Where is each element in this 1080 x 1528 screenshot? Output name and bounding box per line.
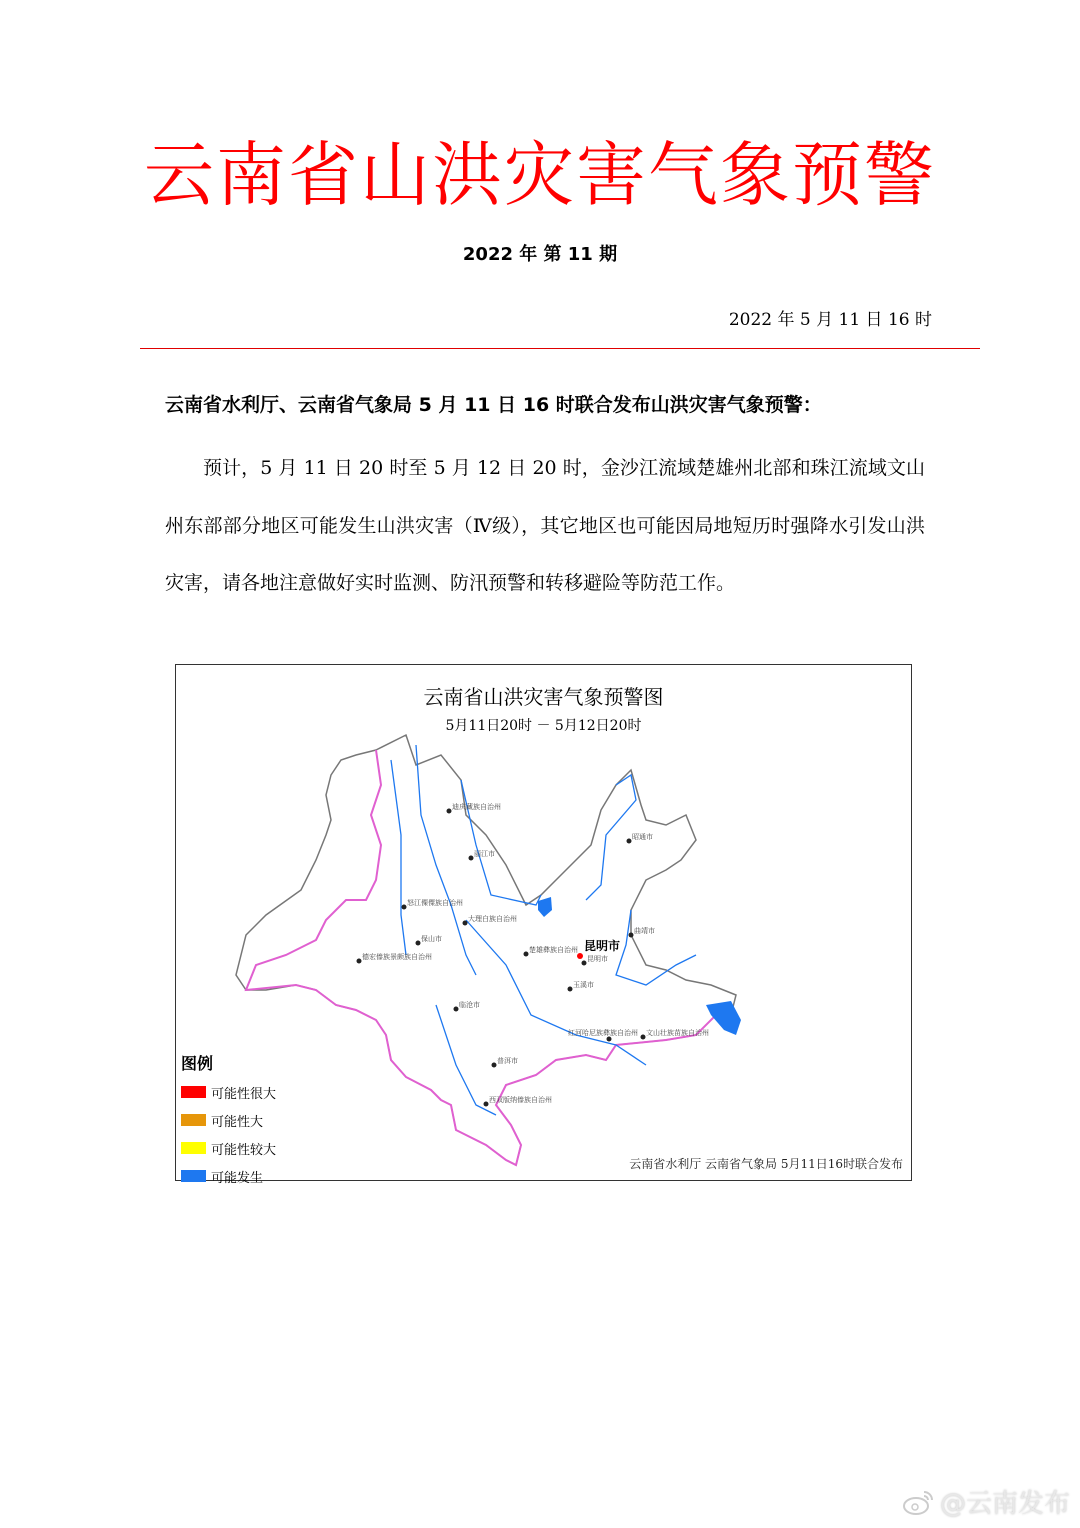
watermark-text: @云南发布 bbox=[939, 1489, 1070, 1519]
announcement-body: 预计，5 月 11 日 20 时至 5 月 12 日 20 时，金沙江流域楚雄州北部和珠江流域文山州东部部分地区可能发生山洪灾害（Ⅳ级），其它地区也可能因局地短历时强降水引发山洪灾害，请各地注意做好实时监测、防汛预警和转移避险等防范工作。 bbox=[165, 457, 925, 594]
warning-map bbox=[175, 664, 912, 1186]
yunnan-map-graphic bbox=[176, 665, 911, 1180]
svg-text:西双版纳傣族自治州: 西双版纳傣族自治州 bbox=[489, 1096, 552, 1104]
svg-text:德宏傣族景颇族自治州: 德宏傣族景颇族自治州 bbox=[362, 953, 432, 961]
legend-item-possible bbox=[181, 1162, 276, 1190]
map-legend bbox=[181, 1051, 276, 1190]
svg-text:迪庆藏族自治州: 迪庆藏族自治州 bbox=[452, 803, 501, 811]
legend-label: 可能性很大 bbox=[211, 1086, 277, 1102]
swatch-orange bbox=[181, 1114, 206, 1126]
issue-number: 2022 年 第 11 期 bbox=[462, 244, 618, 265]
svg-text:怒江傈僳族自治州: 怒江傈僳族自治州 bbox=[407, 899, 463, 907]
announcement-heading: 云南省水利厅、云南省气象局 5 月 11 日 16 时联合发布山洪灾害气象预警： bbox=[165, 394, 822, 416]
legend-title: 图例 bbox=[181, 1054, 214, 1073]
release-datetime: 2022 年 5 月 11 日 16 时 bbox=[728, 310, 932, 330]
legend-item-likely bbox=[181, 1106, 276, 1134]
svg-text:红河哈尼族彝族自治州: 红河哈尼族彝族自治州 bbox=[568, 1029, 638, 1037]
legend-label: 可能发生 bbox=[211, 1170, 264, 1186]
capital-label: 昆明市 bbox=[584, 939, 621, 953]
svg-text:大理白族自治州: 大理白族自治州 bbox=[468, 915, 517, 923]
legend-item-fairly-likely bbox=[181, 1134, 276, 1162]
document-title: 云南省山洪灾害气象预警 bbox=[144, 134, 936, 216]
svg-text:普洱市: 普洱市 bbox=[497, 1057, 518, 1065]
legend-label: 可能性较大 bbox=[211, 1142, 277, 1158]
weibo-icon bbox=[902, 1487, 936, 1517]
svg-text:昭通市: 昭通市 bbox=[632, 833, 653, 841]
svg-text:昆明市: 昆明市 bbox=[587, 955, 608, 963]
svg-text:丽江市: 丽江市 bbox=[474, 850, 495, 858]
svg-text:曲靖市: 曲靖市 bbox=[634, 927, 655, 935]
weibo-watermark bbox=[902, 1483, 1070, 1520]
red-divider bbox=[140, 348, 980, 349]
swatch-yellow bbox=[181, 1142, 206, 1154]
legend-item-very-likely bbox=[181, 1078, 276, 1106]
svg-text:楚雄彝族自治州: 楚雄彝族自治州 bbox=[529, 946, 578, 954]
map-subtitle: 5月11日20时 － 5月12日20时 bbox=[445, 718, 642, 734]
map-title: 云南省山洪灾害气象预警图 bbox=[423, 685, 664, 709]
svg-text:临沧市: 临沧市 bbox=[459, 1001, 480, 1009]
svg-text:保山市: 保山市 bbox=[421, 935, 442, 943]
map-footer: 云南省水利厅 云南省气象局 5月11日16时联合发布 bbox=[629, 1157, 903, 1171]
legend-label: 可能性大 bbox=[211, 1114, 264, 1130]
swatch-blue bbox=[181, 1170, 206, 1182]
svg-text:文山壮族苗族自治州: 文山壮族苗族自治州 bbox=[646, 1029, 709, 1037]
swatch-red bbox=[181, 1086, 206, 1098]
svg-text:玉溪市: 玉溪市 bbox=[573, 981, 594, 989]
